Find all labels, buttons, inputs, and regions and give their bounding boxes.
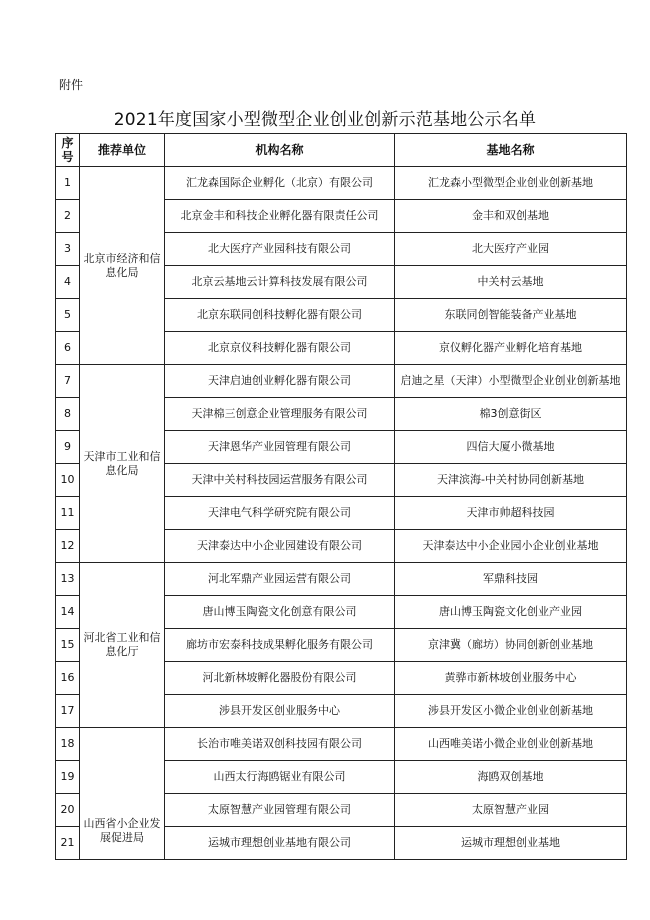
institution-cell: 天津启迪创业孵化器有限公司 [165,365,395,398]
institution-cell: 唐山博玉陶瓷文化创意有限公司 [165,596,395,629]
base-cell: 京仪孵化器产业孵化培育基地 [395,332,627,365]
base-cell: 四信大厦小微基地 [395,431,627,464]
table-row [56,365,627,398]
institution-cell: 涉县开发区创业服务中心 [165,695,395,728]
institution-cell: 廊坊市宏泰科技成果孵化服务有限公司 [165,629,395,662]
institution-cell: 天津泰达中小企业园建设有限公司 [165,530,395,563]
base-cell: 中关村云基地 [395,266,627,299]
base-cell: 军鼎科技园 [395,563,627,596]
base-cell: 北大医疗产业园 [395,233,627,266]
institution-cell: 太原智慧产业园管理有限公司 [165,794,395,827]
row-seq: 4 [56,266,80,299]
base-cell: 天津泰达中小企业园小企业创业基地 [395,530,627,563]
base-cell: 涉县开发区小微企业创业创新基地 [395,695,627,728]
column-header-institution: 机构名称 [165,134,395,167]
row-seq: 18 [56,728,80,761]
row-seq: 15 [56,629,80,662]
base-cell: 运城市理想创业基地 [395,827,627,860]
table-row [56,563,627,596]
institution-cell: 北京京仪科技孵化器有限公司 [165,332,395,365]
base-cell: 启迪之星（天津）小型微型企业创业创新基地 [395,365,627,398]
base-cell: 天津市帅超科技园 [395,497,627,530]
institution-cell: 河北新林坡孵化器股份有限公司 [165,662,395,695]
row-seq: 6 [56,332,80,365]
column-header-recommender: 推荐单位 [80,134,165,167]
base-cell: 汇龙森小型微型企业创业创新基地 [395,167,627,200]
institution-cell: 北京东联同创科技孵化器有限公司 [165,299,395,332]
base-cell: 唐山博玉陶瓷文化创业产业园 [395,596,627,629]
recommender-cell: 天津市工业和信息化局 [80,365,165,563]
row-seq: 5 [56,299,80,332]
row-seq: 9 [56,431,80,464]
row-seq: 10 [56,464,80,497]
institution-cell: 运城市理想创业基地有限公司 [165,827,395,860]
row-seq: 8 [56,398,80,431]
institution-cell: 北大医疗产业园科技有限公司 [165,233,395,266]
base-cell: 天津滨海-中关村协同创新基地 [395,464,627,497]
recommender-cell: 河北省工业和信息化厅 [80,563,165,728]
table-header-row [56,134,627,167]
institution-cell: 长治市唯美诺双创科技园有限公司 [165,728,395,761]
recommender-cell: 山西省小企业发展促进局 [80,728,165,860]
institution-cell: 山西太行海鸥锯业有限公司 [165,761,395,794]
base-cell: 山西唯美诺小微企业创业创新基地 [395,728,627,761]
base-cell: 东联同创智能装备产业基地 [395,299,627,332]
institution-cell: 北京金丰和科技企业孵化器有限责任公司 [165,200,395,233]
row-seq: 3 [56,233,80,266]
row-seq: 20 [56,794,80,827]
institution-cell: 北京云基地云计算科技发展有限公司 [165,266,395,299]
row-seq: 16 [56,662,80,695]
row-seq: 21 [56,827,80,860]
institution-cell: 河北军鼎产业园运营有限公司 [165,563,395,596]
row-seq: 1 [56,167,80,200]
column-header-seq: 序号 [56,134,80,167]
institution-cell: 天津中关村科技园运营服务有限公司 [165,464,395,497]
base-cell: 海鸥双创基地 [395,761,627,794]
roster-table [55,133,627,860]
attachment-label: 附件 [59,78,84,92]
row-seq: 12 [56,530,80,563]
row-seq: 14 [56,596,80,629]
column-header-base: 基地名称 [395,134,627,167]
row-seq: 13 [56,563,80,596]
row-seq: 17 [56,695,80,728]
base-cell: 太原智慧产业园 [395,794,627,827]
table-row [56,167,627,200]
base-cell: 京津冀（廊坊）协同创新创业基地 [395,629,627,662]
base-cell: 金丰和双创基地 [395,200,627,233]
institution-cell: 天津棉三创意企业管理服务有限公司 [165,398,395,431]
institution-cell: 汇龙森国际企业孵化（北京）有限公司 [165,167,395,200]
row-seq: 19 [56,761,80,794]
row-seq: 7 [56,365,80,398]
base-cell: 棉3创意街区 [395,398,627,431]
table-row [56,728,627,761]
base-cell: 黄骅市新林坡创业服务中心 [395,662,627,695]
page-title: 2021年度国家小型微型企业创业创新示范基地公示名单 [113,110,537,130]
row-seq: 11 [56,497,80,530]
institution-cell: 天津恩华产业园管理有限公司 [165,431,395,464]
row-seq: 2 [56,200,80,233]
recommender-cell: 北京市经济和信息化局 [80,167,165,365]
institution-cell: 天津电气科学研究院有限公司 [165,497,395,530]
